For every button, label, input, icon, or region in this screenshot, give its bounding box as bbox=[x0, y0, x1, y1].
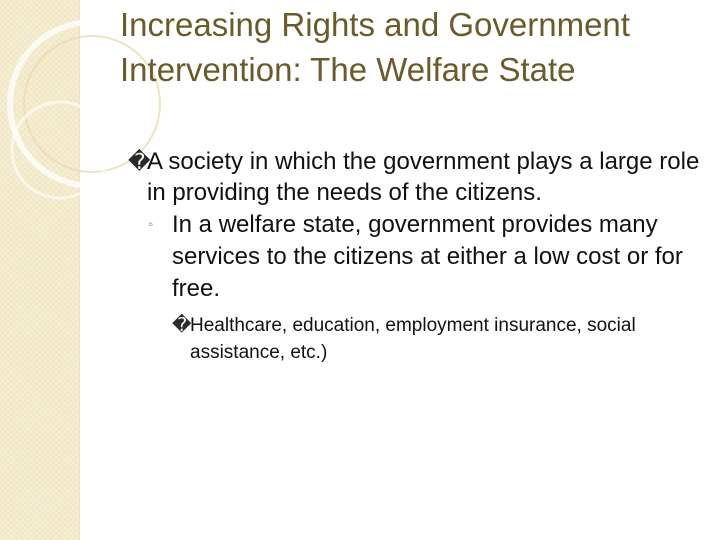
bullet-marker-icon: � bbox=[128, 149, 151, 174]
slide-title: Increasing Rights and Government Intervention: The Welfare State bbox=[120, 6, 630, 88]
bullet-text: In a welfare state, government provides many services to the citizens at either a low cost or for free. bbox=[172, 211, 683, 302]
bullet-level-3 bbox=[128, 312, 708, 366]
circle-bullet-icon: ◦ bbox=[148, 216, 154, 233]
slide-body bbox=[128, 146, 708, 366]
bullet-marker-icon: � bbox=[172, 315, 192, 336]
bullet-text: Healthcare, education, employment insurance, social assistance, etc.) bbox=[190, 315, 636, 363]
bullet-text: A society in which the government plays a large role in providing the needs of the citizens. bbox=[147, 148, 700, 206]
bullet-level-1 bbox=[128, 146, 708, 208]
bullet-level-2 bbox=[128, 209, 708, 305]
